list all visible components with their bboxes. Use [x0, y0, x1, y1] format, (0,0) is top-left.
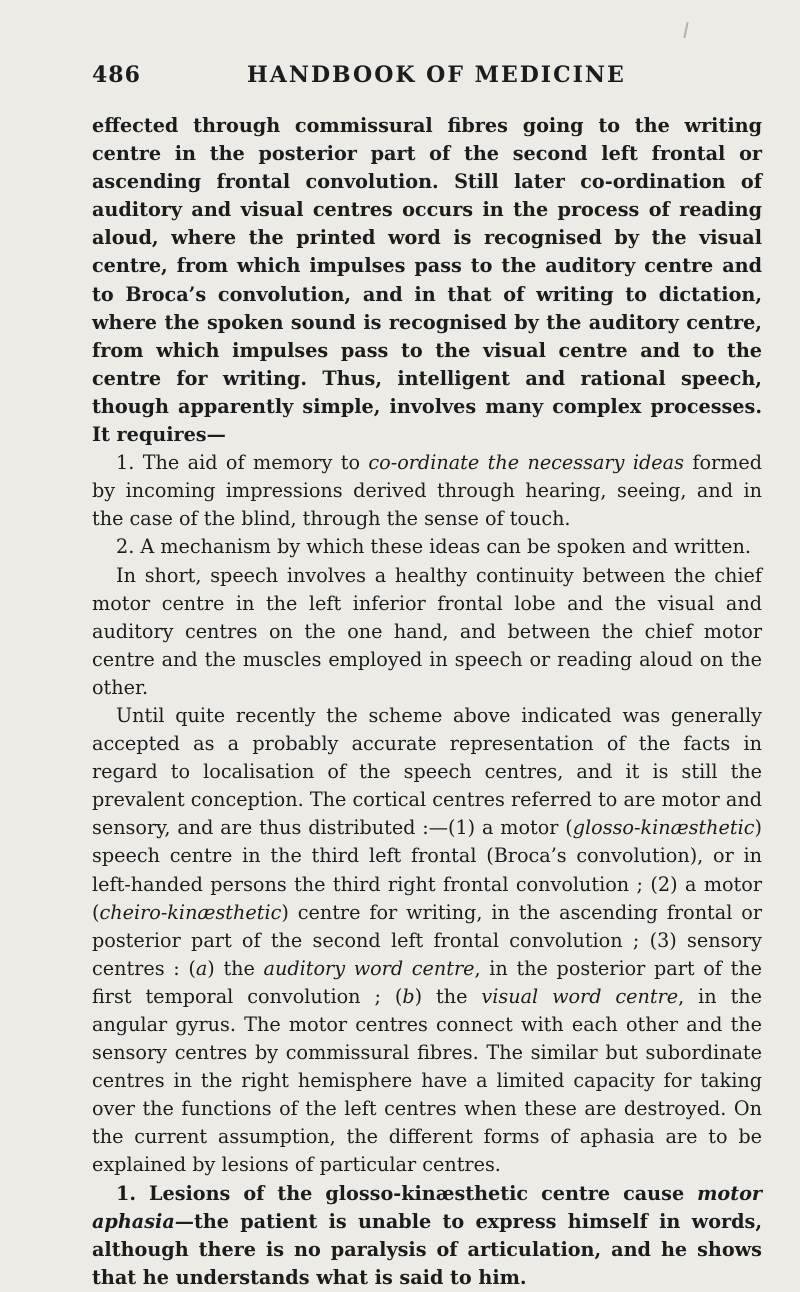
paragraph-2-emphasis: co-ordinate the necessary ideas — [368, 451, 684, 475]
page-number: 486 — [92, 62, 141, 88]
paragraph-2 — [92, 449, 762, 533]
paragraph-5-term-auditory: auditory word centre — [263, 956, 475, 980]
running-head — [92, 58, 762, 98]
paragraph-5-term-cheiro: cheiro-kinæsthetic — [99, 900, 282, 924]
paragraph-5-part-g: , in the angular gyrus. The motor centres connect with each other and the sensory centres by commissural fibres. The similar but subordinate centres in the right hemisphere have a limited capacity for taking over the functions of the left centres when these are destroyed. On the current assumption, the different forms of aphasia are to be explained by lesions of particular centres. — [92, 984, 763, 1177]
paragraph-6-lead: 1. Lesions of the glosso-kinæsthetic centre cause — [116, 1181, 698, 1205]
paragraph-5-term-visual: visual word centre — [481, 984, 679, 1008]
body-text — [92, 112, 762, 1292]
paragraph-5-part-b: ) speech centre in the third left frontal (Broca’s convolution), or in left-handed persons the third right frontal convolution ; (2) a motor ( — [92, 816, 762, 924]
paragraph-5-part-f: ) the — [414, 984, 482, 1008]
paragraph-5-part-e: , in the posterior part of the first temporal convolution ; ( — [92, 956, 763, 1008]
paragraph-5-part-d: ) the — [207, 956, 264, 980]
paragraph-6 — [92, 1180, 762, 1292]
paragraph-5-letter-b: b — [402, 984, 415, 1008]
paragraph-5-part-a: Until quite recently the scheme above indicated was generally accepted as a probably accurate representation of the facts in regard to localisation of the speech centres, and it is still the prevalent conception. The cortical centres referred to are motor and sensory, and are thus distributed :—(1) a motor ( — [92, 703, 762, 840]
running-title: HANDBOOK OF MEDICINE — [247, 62, 626, 88]
paragraph-3: 2. A mechanism by which these ideas can be spoken and written. — [116, 535, 751, 559]
paragraph-5-part-c: ) centre for writing, in the ascending frontal or posterior part of the second left frontal convolution ; (3) sensory centres : ( — [92, 900, 762, 980]
paragraph-6-term-motor-aphasia: motor aphasia — [92, 1181, 762, 1233]
paragraph-6-rest: —the patient is unable to express himself in words, although there is no paralysis of articulation, and he shows that he understands what is said to him. — [92, 1209, 762, 1289]
paragraph-4: In short, speech involves a healthy continuity between the chief motor centre in the left inferior frontal lobe and the visual and auditory centres on the one hand, and between the chief motor centre and the muscles employed in speech or reading aloud on the other. — [92, 563, 762, 699]
paragraph-5-term-glosso: glosso-kinæsthetic — [572, 816, 755, 840]
paragraph-2-lead: 1. The aid of memory to — [116, 451, 369, 475]
paragraph-5 — [92, 702, 762, 1180]
stray-ink-mark — [683, 22, 688, 38]
paragraph-2-rest: formed by incoming impressions derived through hearing, seeing, and in the case of the blind, through the sense of touch. — [92, 451, 762, 531]
paragraph-5-letter-a: a — [195, 956, 208, 980]
paragraph-1: effected through commissural fibres going to the writing centre in the posterior part of the second left frontal or ascending frontal convolution. Still later co-ordination of auditory and visual centres occurs in the process of reading aloud, where the printed word is recognised by the visual centre, from which impulses pass to the auditory centre and to Broca’s convolution, and in that of writing to dictation, where the spoken sound is recognised by the auditory centre, from which impulses pass to the visual centre and to the centre for writing. Thus, intelligent and rational speech, though apparently simple, involves many complex processes. It requires— — [92, 114, 762, 447]
